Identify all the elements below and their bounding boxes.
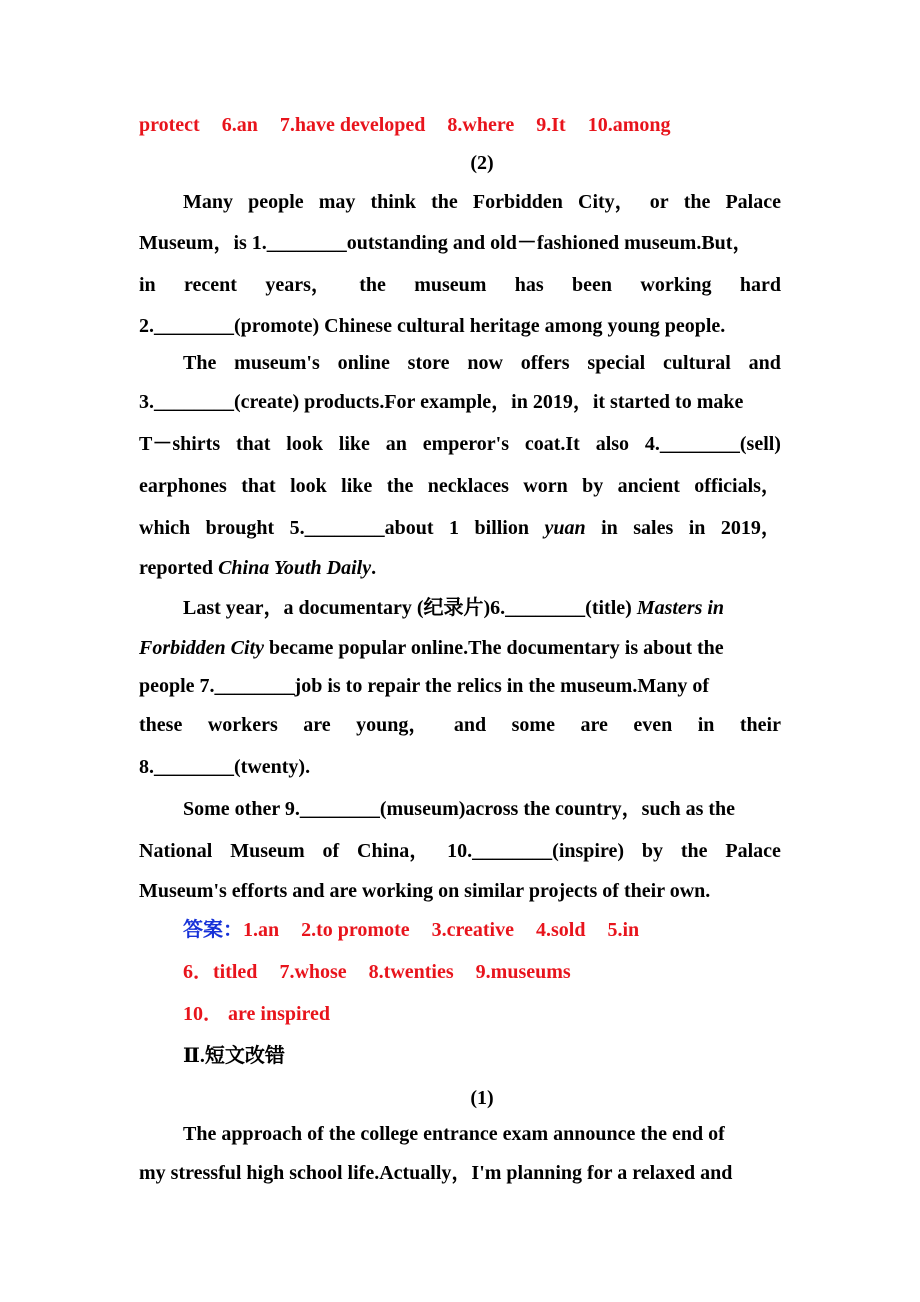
answer-item: 8.twenties bbox=[368, 961, 454, 983]
documentary-title: Masters in bbox=[636, 597, 725, 619]
paragraph-line bbox=[139, 839, 781, 863]
word: their bbox=[739, 714, 781, 736]
word: 5.________about bbox=[289, 517, 434, 539]
paragraph-line bbox=[183, 351, 781, 375]
answer-item: 10.among bbox=[587, 114, 671, 136]
word: of bbox=[322, 840, 340, 862]
word: 1 bbox=[449, 517, 460, 539]
word: billion bbox=[474, 517, 529, 539]
paragraph-line: 3.________(create) products.For example，in 2019，it started to make bbox=[139, 391, 744, 413]
answer-item: 2.to promote bbox=[301, 919, 410, 941]
answers-line bbox=[183, 960, 781, 984]
paragraph-line: Some other 9.________(museum)across the country，such as the bbox=[183, 798, 736, 820]
paragraph-line bbox=[139, 556, 781, 580]
word: like bbox=[341, 475, 373, 497]
word: young， bbox=[356, 714, 429, 736]
word: officials， bbox=[694, 475, 781, 497]
word: an bbox=[385, 433, 407, 455]
word: online bbox=[337, 352, 390, 374]
word: brought bbox=[205, 517, 275, 539]
documentary-title: Forbidden City bbox=[139, 637, 265, 659]
word: hard bbox=[739, 274, 781, 296]
word: these bbox=[139, 714, 183, 736]
text-run: reported bbox=[139, 557, 219, 579]
word: Many bbox=[183, 191, 233, 213]
paragraph-line bbox=[139, 474, 781, 498]
word: years， bbox=[265, 274, 331, 296]
word: City， bbox=[578, 191, 635, 213]
word: may bbox=[318, 191, 356, 213]
answer-item: protect bbox=[139, 114, 200, 136]
word: worn bbox=[523, 475, 568, 497]
paragraph-line bbox=[139, 432, 781, 456]
word: the bbox=[683, 191, 711, 213]
word: in bbox=[697, 714, 715, 736]
word: 4.________(sell) bbox=[644, 433, 781, 455]
word: Palace bbox=[725, 191, 781, 213]
paragraph-line: 8.________(twenty). bbox=[139, 756, 311, 778]
word: emperor's bbox=[422, 433, 510, 455]
paragraph-line bbox=[183, 596, 781, 620]
word: offers bbox=[520, 352, 570, 374]
word: by bbox=[582, 475, 604, 497]
word: coat.It bbox=[524, 433, 580, 455]
passage-2-heading: (2) bbox=[470, 152, 494, 174]
word: which bbox=[139, 517, 191, 539]
word: by bbox=[641, 840, 663, 862]
word: 2019， bbox=[720, 517, 781, 539]
word: special bbox=[587, 352, 646, 374]
paragraph-line bbox=[183, 190, 781, 214]
word: China， bbox=[357, 840, 430, 862]
word: has bbox=[514, 274, 544, 296]
word: 10.________(inspire) bbox=[447, 840, 625, 862]
word: are bbox=[580, 714, 608, 736]
paragraph-line bbox=[139, 636, 781, 660]
word: like bbox=[338, 433, 370, 455]
paragraph-line: Museum's efforts and are working on similar projects of their own. bbox=[139, 880, 711, 902]
word: the bbox=[680, 840, 708, 862]
answers-line: 10． are inspired bbox=[183, 1003, 331, 1025]
answer-item: 9.It bbox=[536, 114, 566, 136]
exercise-number: (1) bbox=[470, 1087, 494, 1109]
word: that bbox=[235, 433, 271, 455]
word: the bbox=[386, 475, 414, 497]
answers-line bbox=[183, 918, 781, 942]
answer-item: 8.where bbox=[447, 114, 515, 136]
word: also bbox=[595, 433, 630, 455]
word: Forbidden bbox=[472, 191, 563, 213]
word: The bbox=[183, 352, 217, 374]
word: are bbox=[303, 714, 331, 736]
word: museum's bbox=[234, 352, 320, 374]
answer-item: 4.sold bbox=[536, 919, 586, 941]
word: recent bbox=[184, 274, 237, 296]
word: cultural bbox=[663, 352, 731, 374]
text-run: . bbox=[371, 557, 377, 579]
word: look bbox=[290, 475, 327, 497]
answer-item: 1.an bbox=[243, 919, 280, 941]
word: workers bbox=[207, 714, 278, 736]
word: sales bbox=[633, 517, 674, 539]
paragraph-line: 2.________(promote) Chinese cultural heritage among young people. bbox=[139, 315, 726, 337]
paragraph-line bbox=[139, 273, 781, 297]
word: think bbox=[370, 191, 417, 213]
word: Palace bbox=[725, 840, 781, 862]
word: ancient bbox=[617, 475, 680, 497]
paragraph-line bbox=[139, 516, 781, 540]
answer-item: 9.museums bbox=[475, 961, 571, 983]
word: been bbox=[572, 274, 613, 296]
word: some bbox=[511, 714, 555, 736]
section-heading: Ⅱ.短文改错 bbox=[183, 1045, 285, 1067]
word: people bbox=[248, 191, 304, 213]
text-run: Last year，a documentary (纪录片)6.________(title) bbox=[183, 597, 637, 619]
word: look bbox=[286, 433, 323, 455]
word: even bbox=[633, 714, 673, 736]
paragraph-line: Museum，is 1.________outstanding and old－fashioned museum.But， bbox=[139, 232, 753, 254]
word: and bbox=[748, 352, 781, 374]
text-run: became popular online.The documentary is about the bbox=[264, 637, 724, 659]
word: in bbox=[601, 517, 618, 539]
word: working bbox=[640, 274, 712, 296]
answer-item: 7.whose bbox=[279, 961, 347, 983]
answer-item: 6.an bbox=[221, 114, 258, 136]
paragraph-line: my stressful high school life.Actually，I'm planning for a relaxed and bbox=[139, 1162, 733, 1184]
paragraph-line: The approach of the college entrance exam announce the end of bbox=[183, 1123, 725, 1145]
word: store bbox=[407, 352, 450, 374]
word: the bbox=[359, 274, 386, 296]
word: or bbox=[649, 191, 669, 213]
paragraph-line: people 7.________job is to repair the relics in the museum.Many of bbox=[139, 675, 709, 697]
word: in bbox=[688, 517, 706, 539]
word: in bbox=[139, 274, 156, 296]
word-italic: yuan bbox=[544, 517, 586, 539]
word: that bbox=[241, 475, 276, 497]
word: Museum bbox=[230, 840, 305, 862]
word: museum bbox=[414, 274, 487, 296]
source-title: China Youth Daily bbox=[218, 557, 372, 579]
answer-item: 6．titled bbox=[183, 961, 258, 983]
word: the bbox=[431, 191, 458, 213]
answer-item: 7.have developed bbox=[279, 114, 426, 136]
paragraph-line bbox=[139, 713, 781, 737]
previous-answers-line bbox=[139, 113, 781, 137]
word: necklaces bbox=[427, 475, 509, 497]
word: earphones bbox=[139, 475, 227, 497]
answer-item: 3.creative bbox=[431, 919, 514, 941]
answer-label: 答案： bbox=[183, 919, 243, 941]
word: T－shirts bbox=[139, 433, 221, 455]
word: now bbox=[467, 352, 503, 374]
word: and bbox=[453, 714, 487, 736]
word: National bbox=[139, 840, 213, 862]
answer-item: 5.in bbox=[607, 919, 640, 941]
